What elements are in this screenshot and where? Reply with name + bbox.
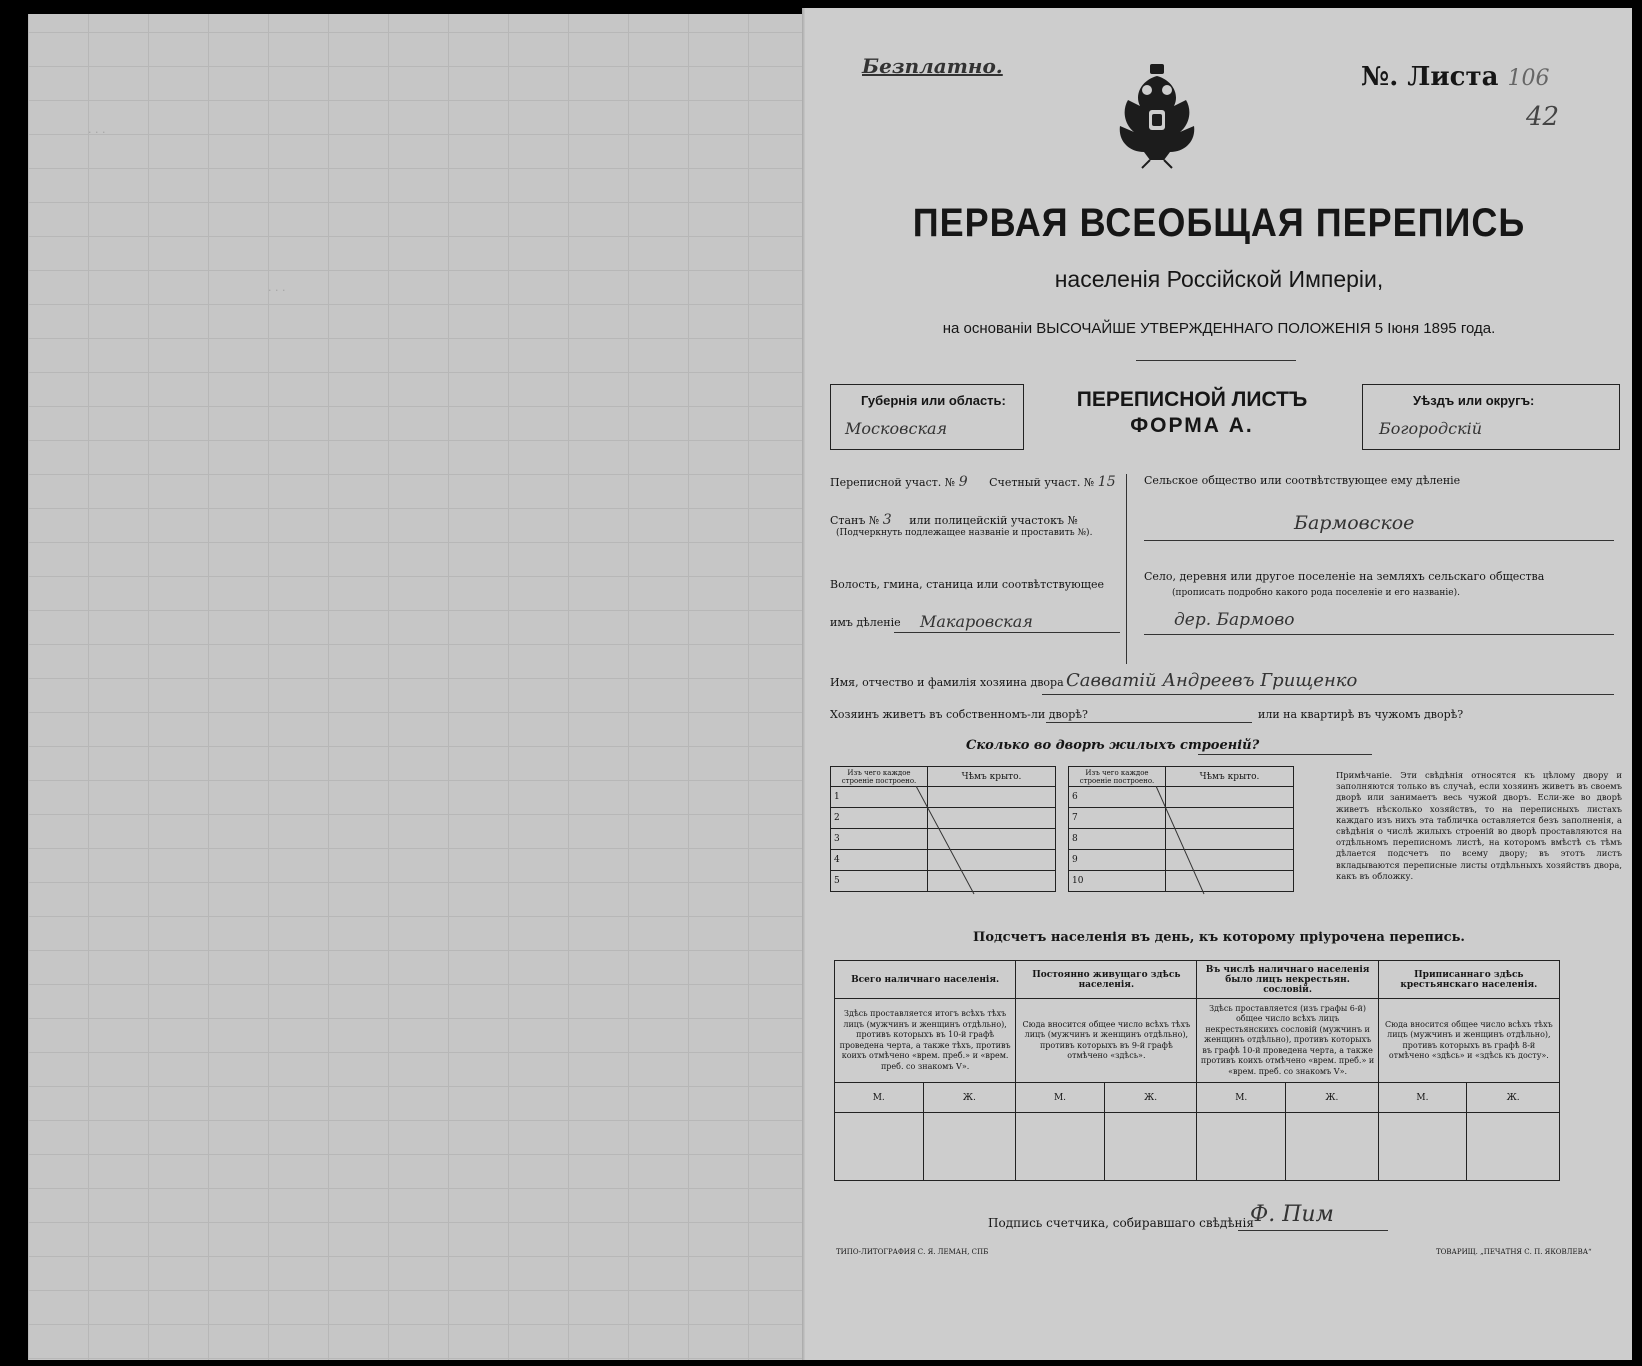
village-value: дер. Бармово [1174,610,1295,630]
female-head: Ж. [1285,1083,1378,1113]
buildings-question: Сколько во дворѣ жилыхъ строеній? [966,738,1260,753]
police-label: или полицейскій участокъ № [909,514,1078,527]
count-col-head: Приписаннаго здѣсь крестьянскаго населенія. [1378,961,1559,999]
male-head: М. [1378,1083,1467,1113]
ornament-divider [1136,360,1296,367]
bleed-text: · · · [268,284,286,297]
sheet-no-extra: 42 [1526,102,1560,132]
double-headed-eagle-icon [1112,60,1202,170]
owner-own-label: Хозяинъ живетъ въ собственномъ-ли дворѣ? [830,708,1088,721]
diagonal-strike-right [1156,786,1206,896]
col-roof: Чѣмъ крыто. [1166,767,1294,787]
female-head: Ж. [1104,1083,1197,1113]
printer-left: ТИПО-ЛИТОГРАФИЯ С. Я. ЛЕМАН, СПБ [836,1248,989,1256]
count-area-value: 15 [1097,474,1116,490]
sheet-no-value: 106 [1507,66,1550,91]
form-header-box [830,378,1620,454]
count-col-head: Постоянно живущаго здѣсь населенія. [1016,961,1197,999]
printer-right: ТОВАРИЩ. „ПЕЧАТНЯ С. П. ЯКОВЛЕВА“ [1436,1248,1592,1256]
count-col-head: Въ числѣ наличнаго населенія было лицъ некрестьян. сословій. [1197,961,1378,999]
volost-value: Макаровская [920,612,1033,631]
free-label: Безплатно. [862,54,1003,78]
gubernia-value: Московская [845,419,948,438]
volost-label-2: имъ дѣленіе [830,616,901,629]
form-label: ФОРМА А. [1130,414,1254,437]
row-number: 4 [831,850,928,871]
female-head: Ж. [1467,1083,1560,1113]
row-number: 6 [1069,787,1166,808]
col-roof: Чѣмъ крыто. [928,767,1056,787]
row-number: 5 [831,871,928,892]
diagonal-strike-left [916,786,976,896]
row-number: 9 [1069,850,1166,871]
owner-rent-label: или на квартирѣ въ чужомъ дворѣ? [1258,708,1464,721]
stan-label: Станъ № [830,514,880,527]
female-head: Ж. [923,1083,1016,1113]
page-title: ПЕРВАЯ ВСЕОБЩАЯ ПЕРЕПИСЬ [912,199,1526,245]
list-title: ПЕРЕПИСНОЙ ЛИСТЪ [1076,388,1308,411]
row-number: 2 [831,808,928,829]
census-form-page [806,8,1632,1360]
row-number: 10 [1069,871,1166,892]
male-head: М. [1016,1083,1105,1113]
field-divider [1126,474,1127,664]
census-area-label: Переписной участ. № [830,476,956,489]
row-number: 8 [1069,829,1166,850]
bleed-text: · · · [88,126,106,139]
village-label: Село, деревня или другое поселеніе на земляхъ сельскаго общества [1144,570,1545,583]
sheet-number [1361,62,1550,92]
census-area-value: 9 [958,474,968,490]
count-table [834,960,1560,1181]
col-material: Изъ чего каждое строеніе построено. [1069,767,1166,787]
uezd-label: Уѣздъ или округъ: [1413,393,1535,408]
village-note: (прописать подробно какого рода поселеніе и его названіе). [1172,588,1460,598]
basis-line: на основаніи ВЫСОЧАЙШЕ УТВЕРЖДЕННАГО ПОЛОЖЕНІЯ 5 Іюня 1895 года. [942,320,1496,337]
signature-value: Ф. Пим [1250,1202,1334,1227]
count-col-head: Всего наличнаго населенія. [835,961,1016,999]
count-col-desc: Здѣсь проставляется итогъ всѣхъ тѣхъ лицъ (мужчинъ и женщинъ отдѣльно), противъ которыхъ въ 10-й графѣ проведена черта, а также тѣхъ, противъ коихъ отмѣчено «врем. преб.» и «врем. преб. со знакомъ V». [835,999,1016,1083]
owner-name-label: Имя, отчество и фамилія хозяина двора [830,676,1064,689]
count-area-label: Счетный участ. № [989,476,1095,489]
gubernia-label: Губернія или область: [861,393,1006,408]
society-label: Сельское общество или соотвѣтствующее ему дѣленіе [1144,474,1461,487]
volost-label: Волость, гмина, станица или соотвѣтствующее [830,578,1104,591]
page-subtitle: населенія Россійской Имперіи, [1054,266,1384,292]
male-head: М. [835,1083,924,1113]
row-number: 3 [831,829,928,850]
underline-note: (Подчеркнуть подлежащее названіе и проставить №). [836,528,1093,538]
count-col-desc: Здѣсь проставляется (изъ графы 6-й) общее число всѣхъ лицъ некрестьянскихъ сословій (мужчинъ и женщинъ отдѣльно), противъ которыхъ въ графѣ 10-й проведена черта, а также противъ коихъ отмѣчено «врем. преб.» и «врем. преб. со знакомъ V». [1197,999,1378,1083]
signature-label: Подпись счетчика, собиравшаго свѣдѣнія [988,1216,1254,1230]
count-title: Подсчетъ населенія въ день, къ которому пріурочена перепись. [973,930,1465,945]
count-col-desc: Сюда вносится общее число всѣхъ тѣхъ лицъ (мужчинъ и женщинъ отдѣльно), противъ которыхъ въ графѣ 8-й отмѣчено «здѣсь» и «здѣсь къ досту». [1378,999,1559,1083]
sheet-no-label: №. Листа [1361,62,1499,92]
left-page [28,14,812,1360]
note-text: Примѣчаніе. Эти свѣдѣнія относятся къ цѣлому двору и заполняются только въ случаѣ, если хозяинъ живетъ въ своемъ дворѣ или занимаетъ весь чужой дворъ. Если-же во дворѣ живетъ нѣсколько хозяйствъ, то на переписныхъ листахъ каждаго изъ нихъ эта табличка оставляется безъ заполненія, а свѣдѣнія о числѣ жилыхъ строеній во дворѣ проставляются на отдѣльномъ переписномъ листѣ, на которомъ вмѣстѣ съ тѣмъ дѣлается подсчетъ по всему двору; въ этотъ листъ вкладываются переписные листы отдѣльныхъ хозяйствъ двора, какъ въ обложку. [1336,770,1622,881]
society-value: Бармовское [1294,512,1415,534]
male-head: М. [1197,1083,1286,1113]
row-number: 1 [831,787,928,808]
row-number: 7 [1069,808,1166,829]
stan-value: 3 [882,512,892,528]
count-col-desc: Сюда вносится общее число всѣхъ тѣхъ лицъ (мужчинъ и женщинъ отдѣльно), противъ которыхъ въ 9-й графѣ отмѣчено «здѣсь». [1016,999,1197,1083]
uezd-value: Богородскій [1379,419,1483,438]
col-material: Изъ чего каждое строеніе построено. [831,767,928,787]
owner-name-value: Савватій Андреевъ Грищенко [1066,670,1358,691]
